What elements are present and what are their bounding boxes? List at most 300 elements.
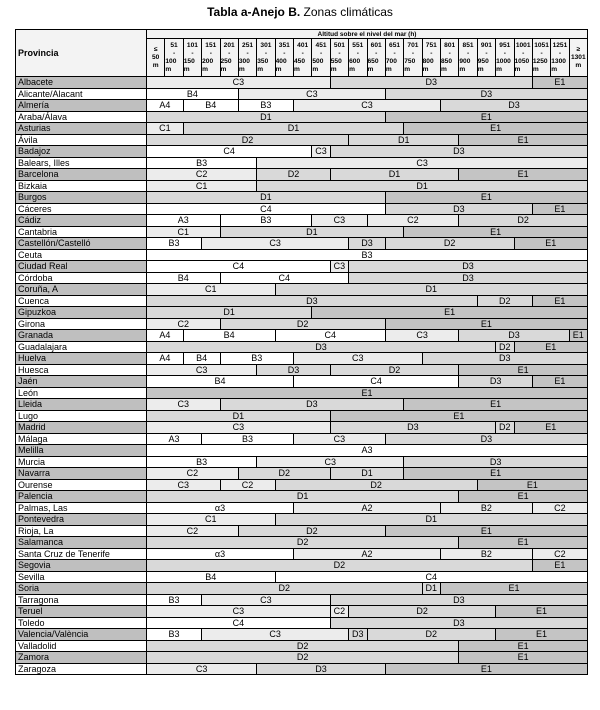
altitude-column-header-part: 51 [170, 41, 178, 49]
table-row [15, 480, 588, 492]
climate-zone-cell: E1 [459, 641, 588, 653]
province-name: Murcia [15, 457, 147, 469]
table-row [15, 376, 588, 388]
altitude-column-header-part: - [338, 49, 341, 57]
climate-zone-cell: B3 [147, 158, 257, 170]
climate-zone-cell: B4 [184, 353, 221, 365]
province-name: Barcelona [15, 169, 147, 181]
climate-zone-cell: C3 [147, 664, 257, 676]
altitude-column-header-part: - [375, 49, 378, 57]
altitude-column-header-part: 551 [352, 41, 364, 49]
province-name: Cádiz [15, 215, 147, 227]
climate-zone-cell: C4 [147, 146, 312, 158]
climate-zone-cell: D3 [349, 629, 367, 641]
altitude-column-header-part: 500 m [312, 57, 324, 73]
climate-zone-cell: C2 [147, 169, 257, 181]
climate-zone-cell: C2 [533, 503, 588, 515]
climate-zone-cell: C1 [147, 227, 221, 239]
climate-zone-cell: B4 [184, 100, 239, 112]
climate-zone-cell: C4 [147, 618, 331, 630]
climate-zone-cell: E1 [441, 583, 588, 595]
table-title [0, 5, 600, 19]
climate-zone-cell: C3 [257, 457, 404, 469]
province-name: Cáceres [15, 204, 147, 216]
climate-zone-cell: B3 [147, 457, 257, 469]
table-row [15, 641, 588, 653]
climate-zone-cell: D3 [331, 595, 588, 607]
climate-zone-cell: D1 [331, 468, 405, 480]
altitude-column-header-part: 651 [389, 41, 401, 49]
province-name: Soria [15, 583, 147, 595]
table-row [15, 307, 588, 319]
climate-zone-cell: E1 [147, 388, 588, 400]
province-name: Albacete [15, 77, 147, 89]
altitude-column-header-part: 351 [278, 41, 290, 49]
province-name: Santa Cruz de Tenerife [15, 549, 147, 561]
climate-zone-cell: α3 [147, 549, 294, 561]
table-row [15, 606, 588, 618]
altitude-column-header [239, 39, 257, 77]
altitude-column-header [349, 39, 367, 77]
climate-zone-cell: D1 [423, 583, 441, 595]
climate-zone-cell: C3 [312, 215, 367, 227]
province-name: Araba/Álava [15, 112, 147, 124]
table-row [15, 204, 588, 216]
table-row [15, 422, 588, 434]
table-row [15, 491, 588, 503]
table-row [15, 583, 588, 595]
climate-zone-cell: D3 [349, 261, 588, 273]
altitude-column-header [331, 39, 349, 77]
altitude-column-header-part: - [356, 49, 359, 57]
climate-zone-cell: E1 [533, 204, 588, 216]
climate-zone-cell: C3 [147, 365, 257, 377]
climate-zone-cell: D2 [221, 319, 386, 331]
climate-zone-cell: D3 [386, 89, 588, 101]
climate-zone-cell: C3 [202, 629, 349, 641]
climate-zone-cell: D1 [147, 192, 386, 204]
table-row [15, 296, 588, 308]
altitude-column-header-part: 1301 [570, 53, 586, 61]
climate-zone-cell: E1 [533, 376, 588, 388]
altitude-column-header-part: 400 m [275, 57, 287, 73]
province-name: Palmas, Las [15, 503, 147, 515]
climate-zone-cell: B3 [221, 215, 313, 227]
province-name: Alicante/Alacant [15, 89, 147, 101]
climate-zone-cell: B4 [147, 376, 294, 388]
altitude-column-header [551, 39, 569, 77]
table-row [15, 399, 588, 411]
table-row [15, 365, 588, 377]
climate-zone-cell: C3 [239, 89, 386, 101]
climate-zone-cell: D1 [221, 227, 405, 239]
climate-zone-cell: E1 [533, 77, 588, 89]
table-row [15, 503, 588, 515]
altitude-column-header [478, 39, 496, 77]
altitude-column-header-part: - [246, 49, 249, 57]
climate-zone-cell: C3 [294, 434, 386, 446]
table-row [15, 89, 588, 101]
altitude-column-header-part: 550 m [330, 57, 342, 73]
climate-zone-cell: C3 [386, 330, 460, 342]
province-name: Ceuta [15, 250, 147, 262]
climate-zone-cell: D2 [147, 560, 533, 572]
climate-zone-cell: D2 [147, 537, 459, 549]
altitude-column-header-part: 451 [315, 41, 327, 49]
table-row [15, 112, 588, 124]
climate-zone-cell: E1 [459, 652, 588, 664]
altitude-column-header [496, 39, 514, 77]
table-title-rest: Zonas climáticas [303, 5, 393, 19]
province-name: Ourense [15, 480, 147, 492]
climate-zone-cell: A2 [294, 549, 441, 561]
climate-zone-cell: C4 [294, 376, 459, 388]
altitude-column-header-part: ≥ [576, 45, 581, 53]
province-name: Navarra [15, 468, 147, 480]
climate-zone-cell: E1 [459, 537, 588, 549]
table-row [15, 434, 588, 446]
climate-zone-cell: D2 [496, 342, 514, 354]
province-name: Salamanca [15, 537, 147, 549]
climate-zone-cell: E1 [404, 399, 588, 411]
altitude-column-header-part: 1251 [552, 41, 568, 49]
climate-zone-cell: D2 [276, 480, 478, 492]
climate-zone-cell: E1 [459, 135, 588, 147]
altitude-column-header [515, 39, 533, 77]
climate-zone-cell: C3 [294, 100, 441, 112]
province-name: Badajoz [15, 146, 147, 158]
climate-zone-cell: E1 [404, 227, 588, 239]
climate-zone-cell: A3 [147, 434, 202, 446]
altitude-column-header-part: 200 m [202, 57, 214, 73]
altitude-column-header-part: 450 m [294, 57, 306, 73]
climate-zone-cell: E1 [515, 342, 589, 354]
altitude-column-header-part: - [283, 49, 286, 57]
altitude-column-header-part: - [466, 49, 470, 57]
altitude-column-header-part: 50 [152, 53, 160, 61]
table-row [15, 664, 588, 676]
province-name: Palencia [15, 491, 147, 503]
table-row [15, 652, 588, 664]
altitude-column-header-part: 350 m [257, 57, 269, 73]
climate-zone-cell: D2 [496, 422, 514, 434]
climate-zone-cell: C3 [294, 353, 423, 365]
climate-zone-cell: A2 [294, 503, 441, 515]
province-name: Ávila [15, 135, 147, 147]
climate-zone-cell: D3 [423, 353, 588, 365]
table-row [15, 549, 588, 561]
province-name: Córdoba [15, 273, 147, 285]
altitude-column-header [184, 39, 202, 77]
altitude-column-header-part: 700 m [385, 57, 397, 73]
table-row [15, 273, 588, 285]
table-row [15, 514, 588, 526]
table-row [15, 146, 588, 158]
altitude-column-header-part: 950 m [477, 57, 489, 73]
table-row [15, 572, 588, 584]
altitude-column-header-part: 201 [223, 41, 235, 49]
climate-zone-cell: C2 [221, 480, 276, 492]
climate-zone-cell: D1 [257, 181, 588, 193]
table-row [15, 342, 588, 354]
province-name: Huelva [15, 353, 147, 365]
climate-zone-cell: D1 [147, 411, 331, 423]
climate-zone-cell: D2 [147, 641, 459, 653]
climate-zone-cell: C2 [533, 549, 588, 561]
altitude-column-header-part: - [209, 49, 212, 57]
province-name: Tarragona [15, 595, 147, 607]
climate-zone-cell: C3 [147, 606, 331, 618]
climate-zone-cell: D3 [404, 457, 588, 469]
table-row [15, 526, 588, 538]
climate-zone-cell: C3 [202, 238, 349, 250]
province-name: Rioja, La [15, 526, 147, 538]
climate-zone-cell: B4 [147, 273, 221, 285]
climate-zone-cell: C4 [276, 572, 588, 584]
altitude-column-header [404, 39, 422, 77]
table-row [15, 353, 588, 365]
table-row [15, 330, 588, 342]
climate-zone-cell: D2 [239, 468, 331, 480]
altitude-column-header-part: 150 m [183, 57, 195, 73]
province-name: Zamora [15, 652, 147, 664]
climate-zone-cell: D2 [257, 169, 331, 181]
climate-zone-cell: E1 [570, 330, 588, 342]
climate-zone-cell: D3 [331, 146, 588, 158]
table-row [15, 468, 588, 480]
climate-zone-cell: C4 [276, 330, 386, 342]
climate-zone-cell: C2 [147, 526, 239, 538]
climate-zone-cell: B4 [147, 572, 276, 584]
table-row [15, 261, 588, 273]
climate-zone-cell: α3 [147, 503, 294, 515]
altitude-column-header-part: - [558, 49, 562, 57]
altitude-column-header [312, 39, 330, 77]
climate-zone-cell: B3 [239, 100, 294, 112]
climate-zone-cell: E1 [515, 422, 589, 434]
province-name: Segovia [15, 560, 147, 572]
altitude-column-header-part: - [301, 49, 304, 57]
climate-zone-cell: C2 [147, 468, 239, 480]
table-row [15, 227, 588, 239]
table-row [15, 537, 588, 549]
climate-zone-cell: D3 [257, 664, 386, 676]
climate-zone-cell: D2 [331, 365, 460, 377]
climate-zone-cell: D1 [276, 514, 588, 526]
altitude-column-header-part: 1050 m [514, 57, 530, 73]
province-name: Burgos [15, 192, 147, 204]
altitude-column-header-part: 1001 [515, 41, 531, 49]
climate-zone-cell: D3 [257, 365, 331, 377]
table-row [15, 457, 588, 469]
province-name: Málaga [15, 434, 147, 446]
climate-zone-cell: D3 [221, 399, 405, 411]
table-row [15, 411, 588, 423]
climate-zone-cell: D1 [276, 284, 588, 296]
altitude-column-header-part: - [540, 49, 543, 57]
climate-zone-cell: D2 [459, 215, 588, 227]
altitude-column-header-part: 701 [407, 41, 419, 49]
altitude-column-header-part: - [393, 49, 396, 57]
climate-zone-cell: E1 [386, 192, 588, 204]
altitude-column-header-part: 850 m [441, 57, 453, 73]
climate-zone-cell: E1 [331, 411, 588, 423]
table-title-bold: Tabla a-Anejo B. [207, 5, 301, 19]
climate-zone-cell: E1 [459, 491, 588, 503]
table-row [15, 77, 588, 89]
altitude-column-header-part: - [319, 49, 323, 57]
table-row [15, 135, 588, 147]
climate-zone-cell: C4 [147, 261, 331, 273]
altitude-column-header-part: 300 m [238, 57, 250, 73]
altitude-column-header-part: 650 m [367, 57, 379, 73]
altitude-column-header-part: 1000 m [496, 57, 511, 73]
climate-zone-cell: C3 [147, 77, 331, 89]
climate-zone-cell: D3 [459, 376, 533, 388]
climate-zone-cell: D2 [478, 296, 533, 308]
climate-zone-cell: D3 [147, 342, 496, 354]
province-name: Guadalajara [15, 342, 147, 354]
table-row [15, 169, 588, 181]
table-row [15, 629, 588, 641]
province-name: Granada [15, 330, 147, 342]
climate-zone-cell: B2 [441, 503, 533, 515]
climate-zone-cell: E1 [496, 606, 588, 618]
climate-zone-cell: D2 [386, 238, 515, 250]
climate-zone-cell: A4 [147, 353, 184, 365]
altitude-column-header-part: 1051 [534, 41, 549, 49]
table-row [15, 123, 588, 135]
climate-zone-cell: E1 [533, 560, 588, 572]
climate-zone-cell: E1 [515, 238, 589, 250]
climate-zone-cell: E1 [404, 123, 588, 135]
climate-zone-cell: C4 [221, 273, 350, 285]
climate-zone-cell: C2 [368, 215, 460, 227]
climate-zone-cell: B3 [147, 250, 588, 262]
province-name: León [15, 388, 147, 400]
climate-zone-cell: E1 [459, 169, 588, 181]
altitude-column-header-part: - [264, 49, 268, 57]
climate-zone-cell: B3 [147, 629, 202, 641]
climate-zone-cell: C4 [147, 204, 386, 216]
table-row [15, 100, 588, 112]
climate-zone-cell: E1 [386, 319, 588, 331]
climate-zone-cell: E1 [386, 112, 588, 124]
altitude-column-header-part: m [152, 61, 159, 69]
climate-zone-cell: D1 [147, 307, 312, 319]
climate-zone-cell: D3 [386, 434, 588, 446]
altitude-column-header-part: - [430, 49, 433, 57]
table-row [15, 181, 588, 193]
table-row [15, 215, 588, 227]
table-row [15, 560, 588, 572]
altitude-column-header-part: 100 m [165, 57, 177, 73]
altitude-column-header-part: ≤ [153, 45, 158, 53]
altitude-column-header-part: - [485, 49, 488, 57]
altitude-column-header [570, 39, 588, 77]
altitude-column-header-part: 600 m [349, 57, 361, 73]
altitude-column-header [368, 39, 386, 77]
altitude-column-header-part: - [503, 49, 506, 57]
province-name: Madrid [15, 422, 147, 434]
province-name: Teruel [15, 606, 147, 618]
climate-zone-cell: D3 [331, 422, 496, 434]
altitude-column-header-part: 601 [370, 41, 382, 49]
climate-zone-cell: B4 [184, 330, 276, 342]
altitude-column-header-part: 951 [499, 41, 511, 49]
climate-zone-cell: C3 [331, 261, 349, 273]
altitude-column-header-part: - [522, 49, 525, 57]
altitude-column-header-part: - [448, 49, 451, 57]
climate-zone-cell: D3 [349, 238, 386, 250]
province-name: Coruña, A [15, 284, 147, 296]
climate-zone-cell: D2 [147, 583, 423, 595]
climate-zone-cell: C3 [312, 146, 330, 158]
province-name: Lleida [15, 399, 147, 411]
altitude-column-header-part: 851 [462, 41, 474, 49]
altitude-column-header-part: 901 [480, 41, 492, 49]
province-name: Valencia/València [15, 629, 147, 641]
climate-zone-cell: D3 [459, 330, 569, 342]
altitude-column-header [294, 39, 312, 77]
climate-zone-cell: D1 [147, 491, 459, 503]
climate-zone-cell: B4 [147, 89, 239, 101]
climate-zone-cell: D2 [147, 135, 349, 147]
climate-zone-cell: C3 [147, 399, 221, 411]
table-row [15, 284, 588, 296]
table-row [15, 618, 588, 630]
altitude-column-header [459, 39, 477, 77]
climate-zone-cell: D2 [368, 629, 497, 641]
altitude-column-header-part: 151 [205, 41, 217, 49]
altitude-column-header-part: 750 m [404, 57, 416, 73]
province-name: Melilla [15, 445, 147, 457]
climate-zone-cell: C1 [147, 123, 184, 135]
climate-zone-cell: C3 [147, 422, 331, 434]
altitude-column-header [257, 39, 275, 77]
altitude-column-header [202, 39, 220, 77]
climate-zone-cell: E1 [459, 365, 588, 377]
climate-zone-cell: D3 [147, 296, 478, 308]
altitude-column-header [276, 39, 294, 77]
climate-zone-cell: C3 [202, 595, 331, 607]
altitude-column-header [165, 39, 183, 77]
province-name: Lugo [15, 411, 147, 423]
climate-zone-cell: E1 [386, 664, 588, 676]
province-name: Gipuzkoa [15, 307, 147, 319]
climate-zone-cell: D3 [441, 100, 588, 112]
altitude-column-header-part: 501 [333, 41, 345, 49]
climate-zone-cell: D2 [147, 652, 459, 664]
climate-zone-cell: C1 [147, 514, 276, 526]
climate-zone-cell: B3 [147, 595, 202, 607]
altitude-column-header-part: 751 [425, 41, 437, 49]
province-name: Almería [15, 100, 147, 112]
altitude-column-header-part: 250 m [220, 57, 232, 73]
climate-zone-cell: B3 [221, 353, 295, 365]
table-row [15, 388, 588, 400]
provincia-header: Provincia [15, 29, 147, 77]
climate-zone-cell: B3 [202, 434, 294, 446]
province-name: Cuenca [15, 296, 147, 308]
table-row [15, 238, 588, 250]
climate-zone-table [15, 29, 588, 693]
province-name: Cantabria [15, 227, 147, 239]
altitude-column-header-part: 1250 m [532, 57, 548, 73]
altitude-column-header-part: 1300 m [551, 57, 566, 73]
table-row [15, 445, 588, 457]
altitude-column-header [221, 39, 239, 77]
